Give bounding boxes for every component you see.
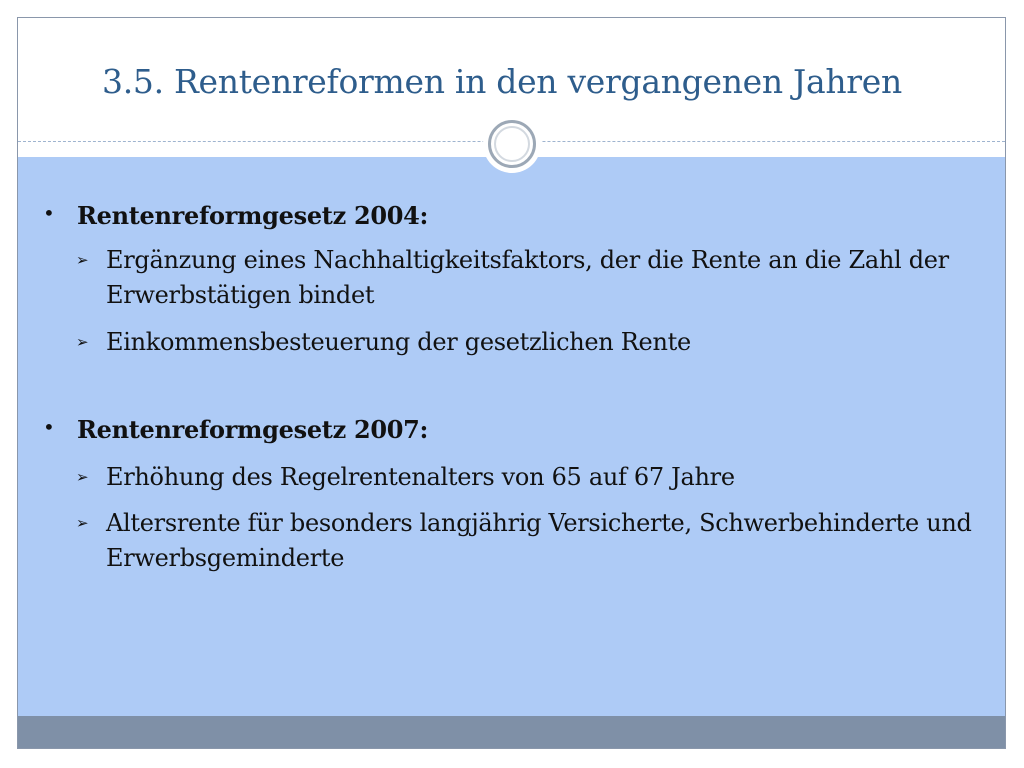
arrow-right-icon: ➢ bbox=[76, 514, 89, 532]
section-heading-2007 bbox=[43, 415, 429, 444]
ring-ornament-inner-ring bbox=[494, 126, 530, 162]
slide bbox=[17, 17, 1006, 749]
slide-title: 3.5. Rentenreformen in den vergangenen Jahren bbox=[102, 62, 902, 101]
bullet-dot-icon: • bbox=[43, 201, 55, 225]
section-heading-text: Rentenreformgesetz 2007: bbox=[77, 415, 429, 444]
footer-band bbox=[18, 716, 1005, 749]
list-item-text: Altersrente für besonders langjährig Versicherte, Schwerbehinderte und Erwerbsgeminderte bbox=[106, 509, 972, 572]
list-item-text: Erhöhung des Regelrentenalters von 65 auf 67 Jahre bbox=[106, 463, 735, 491]
list-item bbox=[76, 243, 976, 313]
section-heading-2004 bbox=[43, 201, 429, 230]
list-item-text: Einkommensbesteuerung der gesetzlichen Rente bbox=[106, 328, 691, 356]
list-item bbox=[76, 506, 976, 576]
list-item-text: Ergänzung eines Nachhaltigkeitsfaktors, der die Rente an die Zahl der Erwerbstätigen bindet bbox=[106, 246, 949, 309]
content-area bbox=[18, 157, 1005, 716]
list-item bbox=[76, 325, 976, 360]
arrow-right-icon: ➢ bbox=[76, 333, 89, 351]
bullet-dot-icon: • bbox=[43, 415, 55, 439]
section-heading-text: Rentenreformgesetz 2004: bbox=[77, 201, 429, 230]
list-item bbox=[76, 460, 976, 495]
arrow-right-icon: ➢ bbox=[76, 468, 89, 486]
arrow-right-icon: ➢ bbox=[76, 251, 89, 269]
